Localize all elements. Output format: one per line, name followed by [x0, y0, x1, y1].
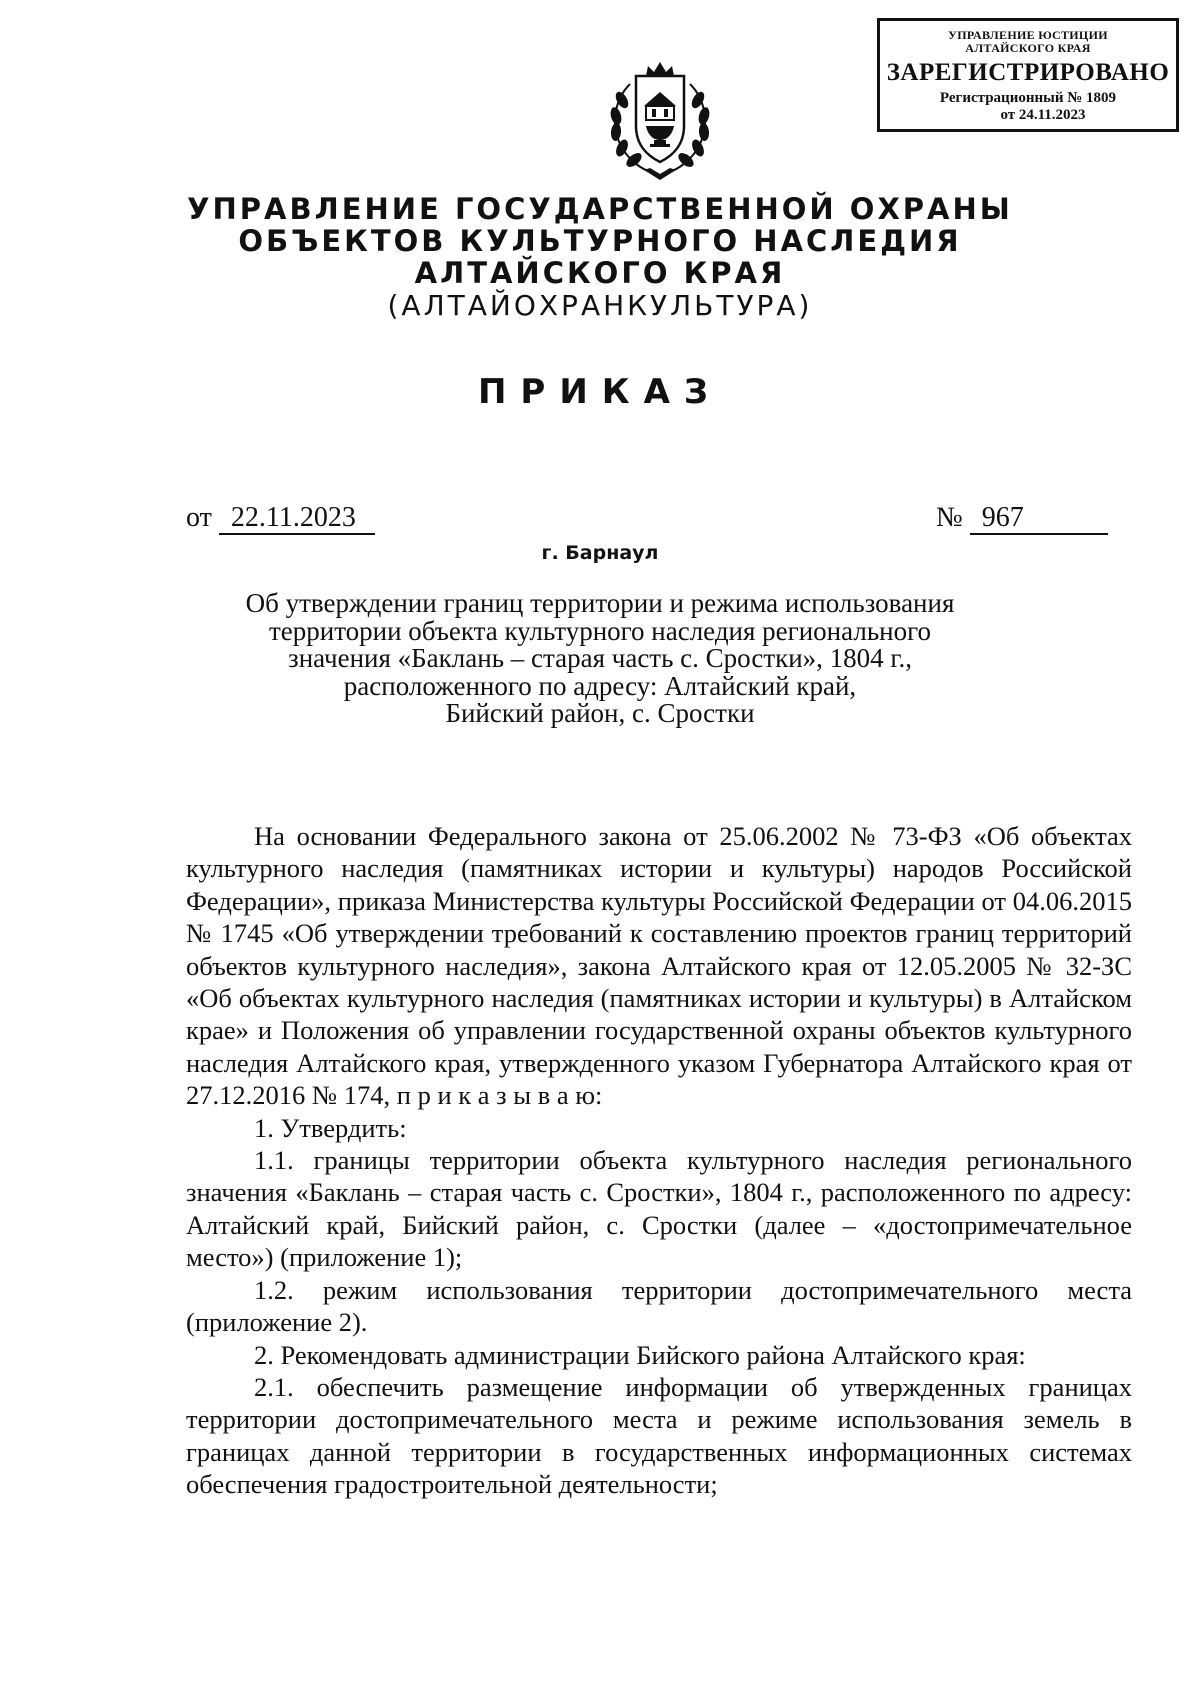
preamble-text: На основании Федерального закона от 25.06.2002 № 73-ФЗ «Об объектах культурного наследия (памятниках истории и культуры) народов Российской Федерации», приказа Министерства культуры Российской Федерации от 04.06.2015 № 1745 «Об утверждении требований к составлению проектов границ территорий объектов культурного наследия», закона Алтайского края от 12.05.2005 № 32-ЗС «Об объектах культурного наследия (памятниках истории и культуры) в Алтайском крае» и Положения об управлении государственной охраны объектов культурного наследия Алтайского края, утвержденного указом Губернатора Алтайского края от 27.12.2016 № 174, [186, 821, 1132, 1111]
subject-line: Об утверждении границ территории и режима использования [245, 588, 955, 618]
registration-stamp [877, 18, 1179, 132]
subject-line: значения «Баклань – старая часть с. Сростки», 1804 г., [288, 643, 912, 673]
document-type: ПРИКАЗ [477, 372, 723, 412]
clause-1-2: 1.2. режим использования территории достопримечательного места (приложение 2). [186, 1274, 1132, 1338]
preamble-paragraph [186, 820, 1132, 1112]
number-prefix: № [936, 502, 963, 533]
stamp-region: АЛТАЙСКОГО КРАЯ [965, 41, 1091, 55]
document-subject [240, 590, 960, 728]
subject-line: территории объекта культурного наследия регионального [268, 615, 931, 646]
document-number [936, 502, 1108, 535]
org-name-line3: АЛТАЙСКОГО КРАЯ [414, 256, 786, 290]
subject-line: Бийский район, с. Сростки [445, 698, 755, 728]
document-date [186, 502, 375, 535]
date-prefix: от [186, 502, 212, 533]
stamp-reg-number: Регистрационный № 1809 [939, 90, 1117, 106]
org-name-line2: ОБЪЕКТОВ КУЛЬТУРНОГО НАСЛЕДИЯ [238, 224, 962, 258]
orders-word: п р и к а з ы в а ю: [396, 1080, 603, 1111]
coat-of-arms-icon [600, 56, 720, 182]
clause-2: 2. Рекомендовать администрации Бийского района Алтайского края: [254, 1339, 1026, 1370]
stamp-reg-date: от 24.11.2023 [1000, 107, 1086, 123]
clause-2-1: 2.1. обеспечить размещение информации об утвержденных границах территории достопримечательного места и режиме использования земель в границах данной территории в государственных информационных системах обеспечения градостроительной деятельности; [186, 1371, 1132, 1500]
stamp-status: ЗАРЕГИСТРИРОВАНО [886, 59, 1170, 86]
city: г. Барнаул [541, 542, 659, 564]
stamp-authority: УПРАВЛЕНИЕ ЮСТИЦИИ [948, 28, 1108, 42]
document-body [186, 820, 1132, 1501]
org-name-line1: УПРАВЛЕНИЕ ГОСУДАРСТВЕННОЙ ОХРАНЫ [187, 192, 1013, 226]
number-value: 967 [970, 503, 1108, 535]
org-short-name: (АЛТАЙОХРАНКУЛЬТУРА) [387, 289, 813, 322]
clause-1-1: 1.1. границы территории объекта культурного наследия регионального значения «Баклань – старая часть с. Сростки», 1804 г., расположенного по адресу: Алтайский край, Бийский район, с. Сростки (далее – «достопримечательное место») (приложение 1); [186, 1145, 1132, 1273]
clause-1: 1. Утвердить: [254, 1112, 407, 1143]
date-value: 22.11.2023 [219, 503, 375, 535]
subject-line: расположенного по адресу: Алтайский край, [343, 670, 857, 701]
